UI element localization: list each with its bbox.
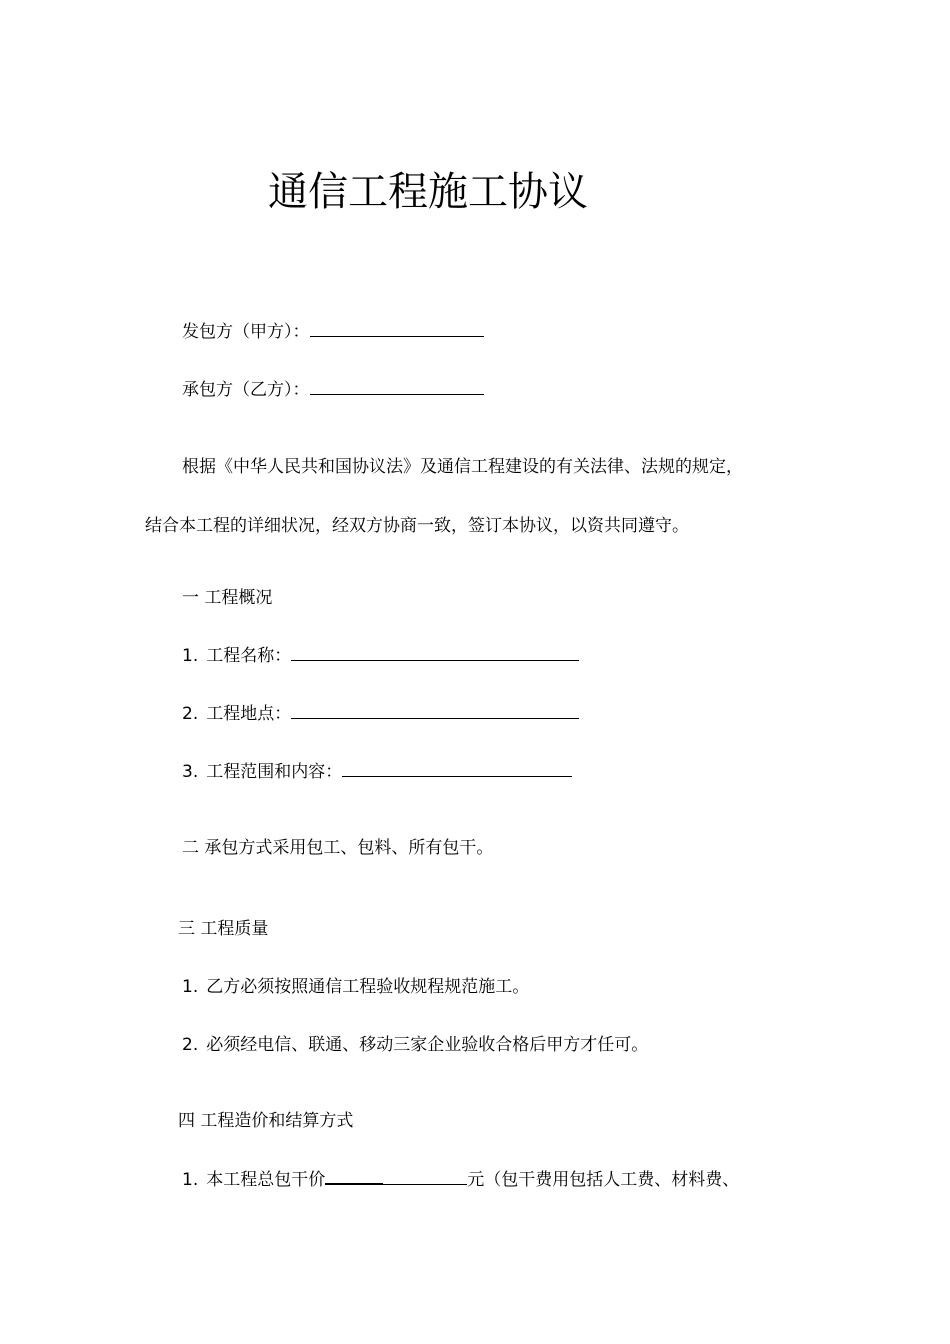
section-4-heading: 四 工程造价和结算方式: [178, 1111, 354, 1131]
quality-item-2-text: 必须经电信、联通、移动三家企业验收合格后甲方才任可。: [206, 1035, 649, 1055]
section-3-item-1: [182, 975, 529, 999]
project-location-label: 工程地点：: [206, 704, 292, 724]
document-title: 通信工程施工协议: [268, 169, 588, 215]
section-4-item-1: [182, 1168, 739, 1192]
party-a-blank: [310, 322, 484, 337]
project-name-label: 工程名称：: [206, 646, 292, 666]
section-1-heading: 一 工程概况: [182, 588, 273, 608]
item-number: 3.: [182, 762, 199, 782]
intro-line-2: 结合本工程的详细状况，经双方协商一致，签订本协议，以资共同遵守。: [145, 516, 689, 536]
project-name-blank: [291, 646, 579, 661]
total-price-blank: [383, 1170, 467, 1185]
project-scope-label: 工程范围和内容：: [206, 762, 343, 782]
total-price-blank-bold: [325, 1169, 383, 1185]
quality-item-1-text: 乙方必须按照通信工程验收规程规范施工。: [206, 977, 530, 997]
intro-line-1: 根据《中华人民共和国协议法》及通信工程建设的有关法律、法规的规定，: [182, 457, 743, 477]
total-price-suffix: 元（包干费用包括人工费、材料费、: [467, 1170, 740, 1190]
item-number: 1.: [182, 977, 199, 997]
project-location-blank: [291, 704, 579, 719]
section-1-item-1: [182, 644, 579, 668]
section-2-line: 二 承包方式采用包工、包料、所有包干。: [182, 838, 494, 858]
party-b-line: [182, 378, 484, 402]
party-b-label: 承包方（乙方）：: [182, 380, 310, 400]
total-price-label: 本工程总包干价: [206, 1170, 326, 1190]
section-1-item-2: [182, 702, 579, 726]
party-b-blank: [310, 380, 484, 395]
item-number: 1.: [182, 646, 199, 666]
item-number: 1.: [182, 1170, 199, 1190]
party-a-label: 发包方（甲方）：: [182, 322, 310, 342]
section-3-heading: 三 工程质量: [178, 919, 269, 939]
item-number: 2.: [182, 704, 199, 724]
section-1-item-3: [182, 760, 572, 784]
section-3-item-2: [182, 1033, 648, 1057]
project-scope-blank: [342, 762, 572, 777]
item-number: 2.: [182, 1035, 199, 1055]
party-a-line: [182, 320, 484, 344]
